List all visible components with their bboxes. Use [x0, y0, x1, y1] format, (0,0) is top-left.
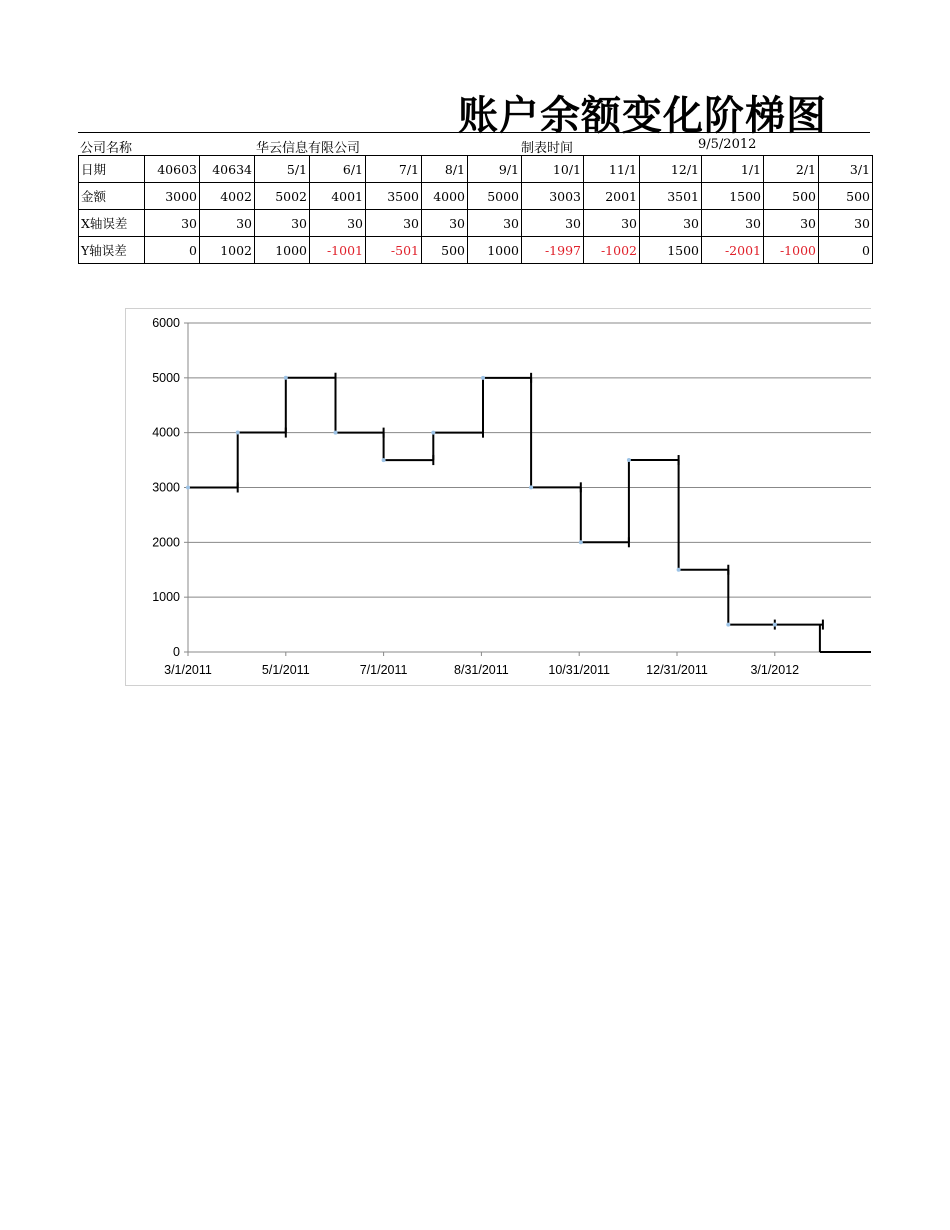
- data-point: [382, 458, 386, 462]
- chart-container: [125, 308, 871, 686]
- x-tick-label: 3/1/2012: [750, 663, 800, 677]
- x-tick-label: 7/1/2011: [359, 663, 408, 677]
- data-point: [726, 623, 730, 627]
- table-cell: 1500: [640, 237, 702, 264]
- data-point: [334, 431, 338, 435]
- page-title: 账户余额变化阶梯图: [458, 93, 827, 139]
- table-cell: 6/1: [310, 156, 366, 183]
- data-point: [529, 485, 533, 489]
- table-cell: 5002: [255, 183, 310, 210]
- table-cell: 1000: [255, 237, 310, 264]
- row-label: 日期: [79, 156, 145, 183]
- data-point: [677, 568, 681, 572]
- table-cell: 30: [468, 210, 522, 237]
- x-tick-label: 8/31/2011: [454, 663, 509, 677]
- table-cell: -1997: [522, 237, 584, 264]
- table-cell: 4000: [422, 183, 468, 210]
- table-cell: 2/1: [764, 156, 819, 183]
- table-cell: 3000: [145, 183, 200, 210]
- data-point: [186, 486, 190, 490]
- table-cell: -1002: [584, 237, 640, 264]
- y-tick-label: 2000: [152, 535, 180, 550]
- table-cell: 1/1: [702, 156, 764, 183]
- table-cell: 40634: [200, 156, 255, 183]
- y-tick-label: 3000: [152, 480, 180, 495]
- table-cell: 30: [255, 210, 310, 237]
- table-cell: 4001: [310, 183, 366, 210]
- table-cell: 9/1: [468, 156, 522, 183]
- table-cell: 3500: [366, 183, 422, 210]
- step-chart: [126, 309, 871, 685]
- table-cell: 30: [584, 210, 640, 237]
- data-point: [236, 431, 240, 435]
- table-cell: -1001: [310, 237, 366, 264]
- table-cell: 0: [145, 237, 200, 264]
- table-cell: 12/1: [640, 156, 702, 183]
- table-cell: 500: [819, 183, 873, 210]
- table-cell: -2001: [702, 237, 764, 264]
- amount-row: [79, 183, 873, 210]
- table-cell: 30: [522, 210, 584, 237]
- data-table: [78, 155, 873, 264]
- row-label: Y轴误差: [79, 237, 145, 264]
- table-cell: 30: [310, 210, 366, 237]
- date-row: [79, 156, 873, 183]
- table-cell: -501: [366, 237, 422, 264]
- info-row: [78, 132, 870, 156]
- y-tick-label: 1000: [152, 590, 180, 605]
- data-point: [579, 540, 583, 544]
- table-cell: -1000: [764, 237, 819, 264]
- x-tick-label: 10/31/2011: [548, 663, 611, 677]
- data-point: [773, 623, 777, 627]
- table-cell: 7/1: [366, 156, 422, 183]
- table-cell: 10/1: [522, 156, 584, 183]
- row-label: 金额: [79, 183, 145, 210]
- table-cell: 3/1: [819, 156, 873, 183]
- table-cell: 30: [366, 210, 422, 237]
- table-cell: 2001: [584, 183, 640, 210]
- table-cell: 5/1: [255, 156, 310, 183]
- row-label: X轴误差: [79, 210, 145, 237]
- data-point: [284, 376, 288, 380]
- table-cell: 30: [819, 210, 873, 237]
- x-tick-label: 12/31/2011: [646, 663, 708, 677]
- y-tick-label: 0: [173, 645, 180, 659]
- table-cell: 1000: [468, 237, 522, 264]
- table-cell: 4002: [200, 183, 255, 210]
- y-tick-label: 6000: [152, 316, 180, 330]
- table-cell: 40603: [145, 156, 200, 183]
- table-cell: 11/1: [584, 156, 640, 183]
- x-tick-label: 3/1/2011: [164, 663, 212, 677]
- y-tick-label: 5000: [152, 370, 180, 385]
- table-cell: 1500: [702, 183, 764, 210]
- table-cell: 1002: [200, 237, 255, 264]
- date-label: 制表时间: [521, 141, 574, 156]
- x-tick-label: 5/1/2011: [261, 663, 310, 677]
- table-cell: 3501: [640, 183, 702, 210]
- table-cell: 30: [764, 210, 819, 237]
- table-cell: 500: [764, 183, 819, 210]
- table-cell: 30: [422, 210, 468, 237]
- table-cell: 30: [200, 210, 255, 237]
- table-cell: 5000: [468, 183, 522, 210]
- y-tick-label: 4000: [152, 425, 180, 440]
- data-point: [627, 458, 631, 462]
- y-error-row: [79, 237, 873, 264]
- data-point: [431, 431, 435, 435]
- table-cell: 30: [145, 210, 200, 237]
- table-cell: 30: [640, 210, 702, 237]
- table-cell: 3003: [522, 183, 584, 210]
- company-value: 华云信息有限公司: [256, 141, 361, 156]
- table-cell: 0: [819, 237, 873, 264]
- data-point: [481, 376, 485, 380]
- table-cell: 8/1: [422, 156, 468, 183]
- table-cell: 500: [422, 237, 468, 264]
- date-value: 9/5/2012: [698, 137, 757, 152]
- company-label: 公司名称: [80, 141, 133, 156]
- x-error-row: [79, 210, 873, 237]
- table-cell: 30: [702, 210, 764, 237]
